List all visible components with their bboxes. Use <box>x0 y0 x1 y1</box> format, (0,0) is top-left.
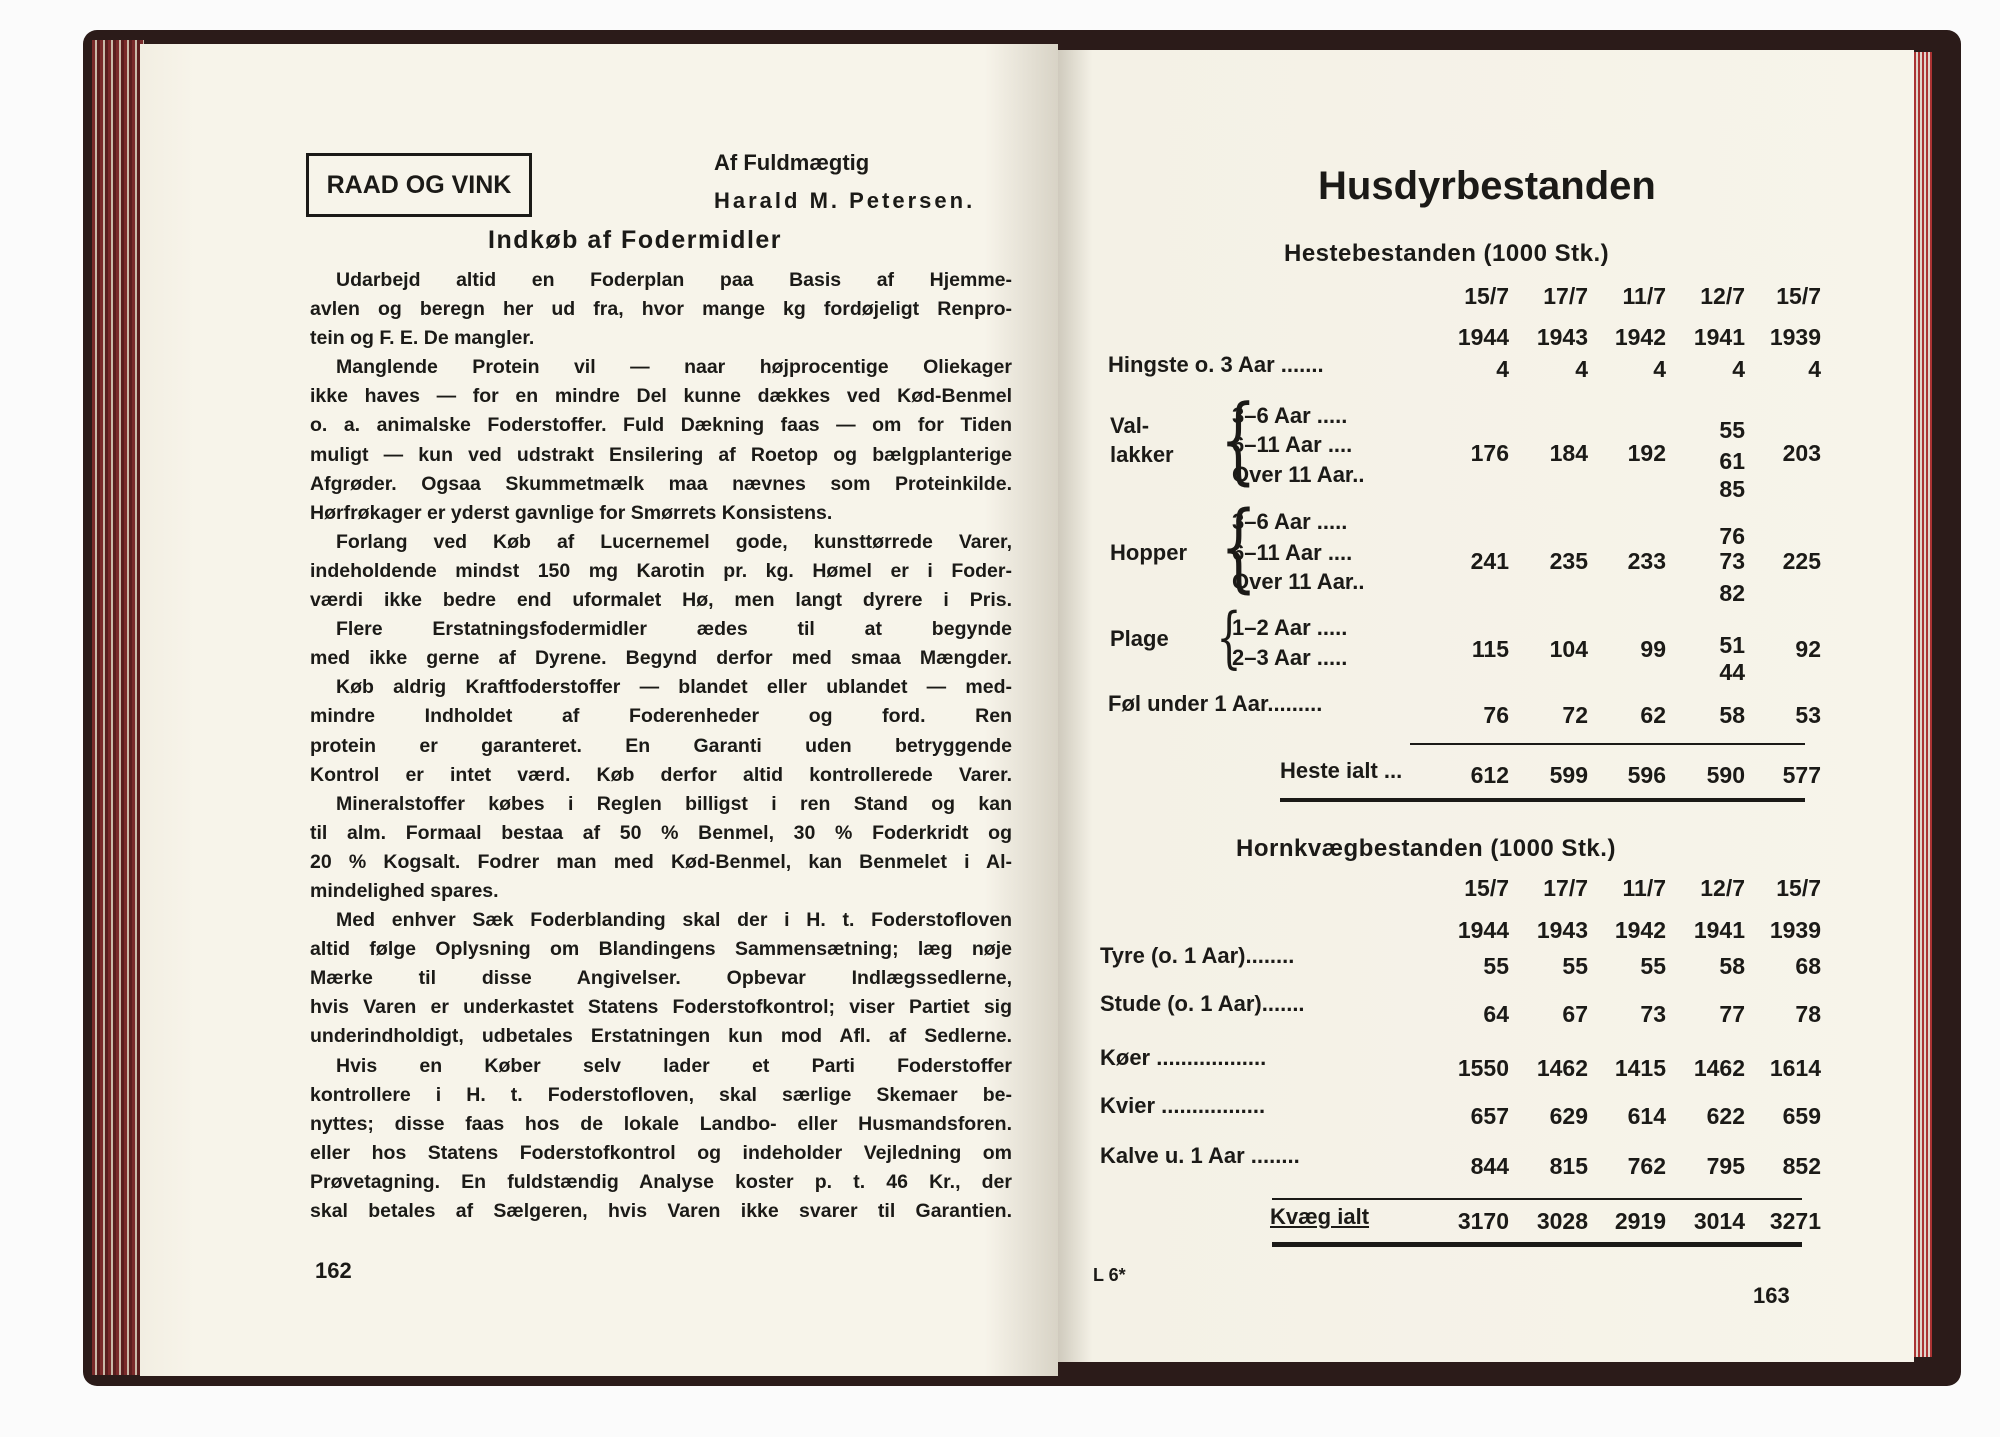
table-cell: 844 <box>1470 1153 1509 1179</box>
table-cell: 192 <box>1627 440 1666 466</box>
text-line: Med enhver Sæk Foderblanding skal der i H. t. Foderstofloven <box>336 909 1012 932</box>
table-cell: 55 <box>1562 953 1588 979</box>
table-cell: 1944 <box>1457 917 1509 943</box>
article-heading: Indkøb af Fodermidler <box>488 226 783 254</box>
table-cell: 241 <box>1470 548 1509 574</box>
page-number-left: 162 <box>315 1258 352 1283</box>
table-cell: 92 <box>1795 636 1821 662</box>
table-cell: 17/7 <box>1543 875 1588 901</box>
table-cell: 73 <box>1640 1001 1666 1027</box>
text-line: værdi ikke bedre end uformalet Hø, men langt dyrere i Pris. <box>310 589 1012 612</box>
text-line: Mærke til disse Angivelser. Opbevar Indlægssedlerne, <box>310 967 1012 990</box>
table-cell: 815 <box>1549 1153 1588 1179</box>
text-line: tein og F. E. De mangler. <box>310 327 535 350</box>
table-cell: 1941 <box>1693 324 1745 350</box>
brace-glyph: { <box>1220 385 1257 495</box>
table-cell: 596 <box>1627 762 1666 788</box>
table-cell: 1943 <box>1536 324 1588 350</box>
table-cell: 104 <box>1549 636 1588 662</box>
text-line: med ikke gerne af Dyrene. Begynd derfor med smaa Mængder. <box>310 647 1012 670</box>
table-rule <box>1272 1198 1802 1200</box>
page-edges-right <box>1912 52 1932 1357</box>
table-cell: 1462 <box>1536 1055 1588 1081</box>
table-rule <box>1272 1242 1802 1247</box>
page-title: Husdyrbestanden <box>1318 164 1656 208</box>
text-line: hvis Varen er underkastet Statens Foderstofkontrol; viser Partiet sig <box>310 996 1012 1019</box>
table-cell: 235 <box>1549 548 1588 574</box>
text-line: kontrollere i H. t. Foderstofloven, skal særlige Skemaer be- <box>310 1083 1012 1106</box>
table-cell: 762 <box>1627 1153 1666 1179</box>
table-cell: 4 <box>1808 356 1821 382</box>
row-label: Føl under 1 Aar......... <box>1108 691 1323 716</box>
text-line: ikke haves — for en mindre Del kunne dækkes ved Kød-Benmel <box>310 385 1012 408</box>
table-cell: 12/7 <box>1700 875 1745 901</box>
table-cell: 15/7 <box>1464 283 1509 309</box>
brace-glyph: { <box>1220 491 1257 603</box>
text-line: Udarbejd altid en Foderplan paa Basis af Hjemme- <box>336 269 1012 291</box>
row-sublabel: 3–6 Aar ..... <box>1232 403 1348 428</box>
table-cell: 15/7 <box>1464 875 1509 901</box>
row-label: Kvier ................. <box>1100 1093 1266 1118</box>
table-cell: 1942 <box>1614 324 1666 350</box>
text-line: skal betales af Sælgeren, hvis Varen ikke svarer til Garantien. <box>310 1200 1012 1222</box>
table-cell: 1939 <box>1769 917 1821 943</box>
text-line: Manglende Protein vil — naar højprocentige Oliekager <box>336 356 1012 379</box>
text-line: til alm. Formaal bestaa af 50 % Benmel, 30 % Foderkridt og <box>310 821 1012 844</box>
row-label: Plage <box>1110 626 1169 651</box>
table-cell: 1462 <box>1693 1055 1745 1081</box>
table-cell: 176 <box>1470 440 1509 466</box>
horses-table-title: Hestebestanden (1000 Stk.) <box>1284 240 1610 267</box>
text-line: Flere Erstatningsfodermidler ædes til at begynde <box>336 618 1012 641</box>
text-line: mindelighed spares. <box>310 879 499 902</box>
table-cell: 12/7 <box>1700 283 1745 309</box>
table-cell: 612 <box>1470 762 1509 788</box>
table-cell: 99 <box>1640 636 1666 662</box>
text-line: Hørfrøkager er yderst gavnlige for Smørrets Konsistens. <box>310 501 833 524</box>
row-label: Køer .................. <box>1100 1045 1267 1070</box>
table-cell: 67 <box>1562 1001 1588 1027</box>
table-cell: 3271 <box>1769 1208 1821 1234</box>
table-cell: 2919 <box>1614 1208 1666 1234</box>
row-label: Stude (o. 1 Aar)....... <box>1100 991 1305 1016</box>
table-cell: 3028 <box>1536 1208 1588 1234</box>
text-line: Forlang ved Køb af Lucernemel gode, kunsttørrede Varer, <box>336 530 1012 553</box>
table-cell: 51 <box>1719 632 1745 658</box>
table-cell: 3170 <box>1457 1208 1509 1234</box>
row-label: Tyre (o. 1 Aar)........ <box>1100 943 1295 968</box>
text-line: Kontrol er intet værd. Køb derfor altid kontrollerede Varer. <box>310 763 1012 786</box>
table-cell: 61 <box>1719 448 1745 474</box>
table-cell: 1614 <box>1769 1055 1821 1081</box>
table-cell: 795 <box>1706 1153 1745 1179</box>
table-cell: 1942 <box>1614 917 1666 943</box>
table-cell: 4 <box>1653 356 1666 382</box>
row-sublabel: 2–3 Aar ..... <box>1232 645 1348 670</box>
row-sublabel: 6–11 Aar .... <box>1232 540 1353 565</box>
table-cell: 11/7 <box>1622 875 1666 901</box>
table-cell: 4 <box>1496 356 1509 382</box>
table-cell: 44 <box>1719 659 1745 685</box>
table-cell: 225 <box>1782 548 1821 574</box>
text-line: altid følge Oplysning om Blandingens Sammensætning; læg nøje <box>310 938 1012 961</box>
text-line: eller hos Statens Foderstofkontrol og indeholder Vejledning om <box>310 1141 1012 1164</box>
table-cell: 64 <box>1483 1001 1509 1027</box>
text-line: Afgrøder. Ogsaa Skummetmælk maa nævnes som Proteinkilde. <box>310 472 1012 495</box>
table-cell: 58 <box>1719 953 1745 979</box>
table-cell: 58 <box>1719 702 1745 728</box>
table-cell: 622 <box>1706 1103 1745 1129</box>
text-line: nyttes; disse faas hos de lokale Landbo- eller Husmandsforen. <box>310 1112 1012 1135</box>
table-cell: 1944 <box>1457 324 1509 350</box>
row-sublabel: 1–2 Aar ..... <box>1232 615 1348 640</box>
text-line: o. a. animalske Foderstoffer. Fuld Dækning faas — om for Tiden <box>310 414 1012 437</box>
table-cell: 1941 <box>1693 917 1745 943</box>
table-cell: 15/7 <box>1776 875 1821 901</box>
table-cell: 1415 <box>1614 1055 1666 1081</box>
table-cell: 76 <box>1719 523 1745 549</box>
table-cell: 55 <box>1640 953 1666 979</box>
table-cell: 659 <box>1782 1103 1821 1129</box>
table-rule <box>1280 798 1805 802</box>
table-cell: 77 <box>1719 1001 1745 1027</box>
total-label: Heste ialt ... <box>1280 758 1403 783</box>
cattle-table-title: Hornkvægbestanden (1000 Stk.) <box>1236 835 1616 862</box>
table-cell: 1550 <box>1457 1055 1509 1081</box>
table-cell: 55 <box>1719 417 1745 443</box>
text-line: Prøvetagning. En fuldstændig Analyse koster p. t. 46 Kr., der <box>310 1170 1012 1193</box>
row-label: lakker <box>1110 442 1174 467</box>
text-line: 20 % Kogsalt. Fodrer man med Kød-Benmel, kan Benmelet i Al- <box>310 850 1012 873</box>
signature-mark: L 6* <box>1093 1265 1126 1285</box>
page-edges-left <box>92 40 144 1375</box>
table-cell: 17/7 <box>1543 283 1588 309</box>
total-label: Kvæg ialt <box>1270 1204 1370 1229</box>
table-cell: 11/7 <box>1622 283 1666 309</box>
table-cell: 629 <box>1549 1103 1588 1129</box>
section-box-title: RAAD OG VINK <box>306 153 532 217</box>
table-cell: 115 <box>1471 636 1509 662</box>
table-cell: 203 <box>1782 440 1821 466</box>
table-cell: 73 <box>1719 548 1745 574</box>
row-sublabel: Over 11 Aar.. <box>1232 569 1365 594</box>
table-rule <box>1410 743 1805 745</box>
table-cell: 614 <box>1627 1103 1666 1129</box>
row-sublabel: 3–6 Aar ..... <box>1232 509 1348 534</box>
table-cell: 590 <box>1706 762 1745 788</box>
row-label: Hingste o. 3 Aar ....... <box>1108 352 1324 377</box>
table-cell: 657 <box>1470 1103 1509 1129</box>
table-cell: 4 <box>1732 356 1745 382</box>
table-cell: 53 <box>1795 702 1821 728</box>
brace-glyph: { <box>1216 599 1242 676</box>
table-cell: 233 <box>1627 548 1666 574</box>
row-label: Val- <box>1110 413 1150 438</box>
table-cell: 1943 <box>1536 917 1588 943</box>
text-line: avlen og beregn her ud fra, hvor mange kg fordøjeligt Renpro- <box>310 298 1012 321</box>
table-cell: 62 <box>1640 702 1666 728</box>
table-cell: 78 <box>1795 1001 1821 1027</box>
text-line: protein er garanteret. En Garanti uden betryggende <box>310 734 1012 757</box>
text-line: mindre Indholdet af Foderenheder og ford. Ren <box>310 705 1012 728</box>
text-line: Mineralstoffer købes i Reglen billigst i ren Stand og kan <box>336 792 1012 815</box>
article-body <box>310 266 1012 1226</box>
table-cell: 76 <box>1483 702 1509 728</box>
table-cell: 55 <box>1483 953 1509 979</box>
row-sublabel: 6–11 Aar .... <box>1232 432 1353 457</box>
table-cell: 577 <box>1782 762 1821 788</box>
table-cell: 15/7 <box>1776 283 1821 309</box>
text-line: Hvis en Køber selv lader et Parti Foderstoffer <box>336 1054 1012 1077</box>
text-line: underindholdigt, udbetales Erstatningen kun mod Afl. af Sedlerne. <box>310 1025 1012 1048</box>
table-cell: 85 <box>1719 476 1745 502</box>
table-cell: 68 <box>1795 953 1821 979</box>
table-cell: 1939 <box>1769 324 1821 350</box>
row-label: Kalve u. 1 Aar ........ <box>1100 1143 1300 1168</box>
table-cell: 4 <box>1575 356 1588 382</box>
text-line: Køb aldrig Kraftfoderstoffer — blandet eller ublandet — med- <box>336 676 1012 699</box>
text-line: indeholdende mindst 150 mg Karotin pr. kg. Hømel er i Foder- <box>310 559 1012 582</box>
row-label: Hopper <box>1110 540 1187 565</box>
table-cell: 599 <box>1549 762 1588 788</box>
row-sublabel: Over 11 Aar.. <box>1232 462 1365 487</box>
table-cell: 3014 <box>1693 1208 1745 1234</box>
table-cell: 72 <box>1562 702 1588 728</box>
byline-author: Harald M. Petersen. <box>714 188 976 213</box>
table-cell: 184 <box>1549 440 1588 466</box>
text-line: muligt — kun ved udstrakt Ensilering af Roetop og bælgplanterige <box>310 443 1012 466</box>
table-cell: 852 <box>1782 1153 1821 1179</box>
page-number-right: 163 <box>1753 1283 1790 1308</box>
byline-title: Af Fuldmægtig <box>714 150 870 175</box>
table-cell: 82 <box>1719 580 1745 606</box>
